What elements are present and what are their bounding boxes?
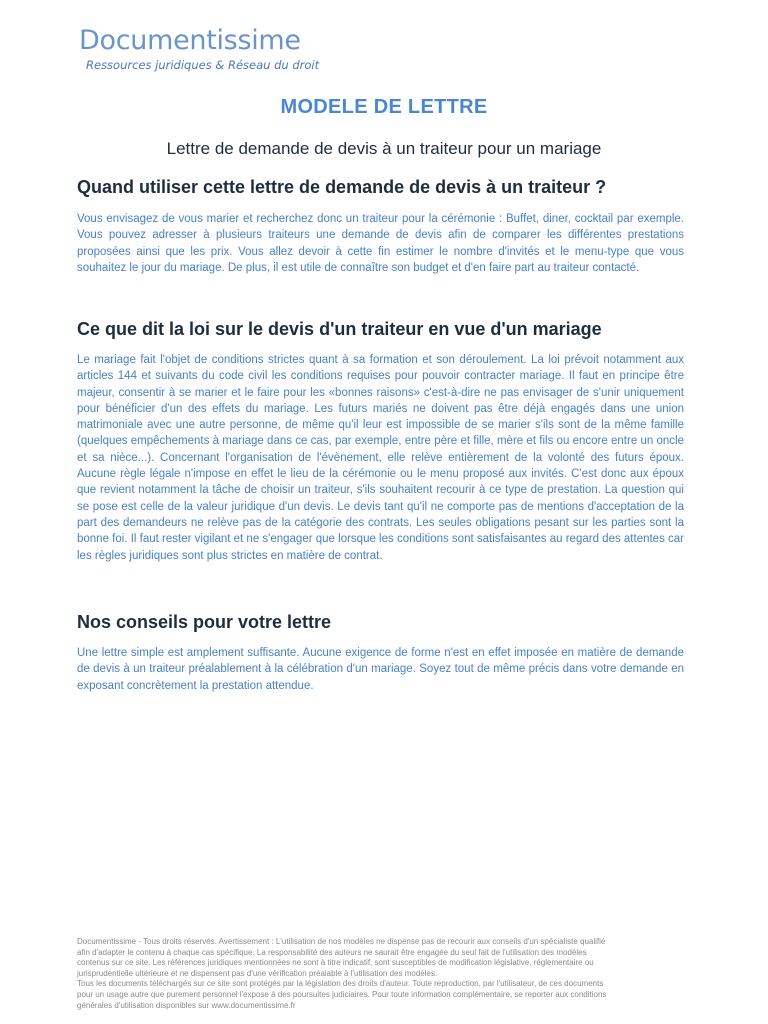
section-body: Vous envisagez de vous marier et recherchez donc un traiteur pour la cérémonie : Buffet, diner, cocktail par exemple. Vous pouvez adresser à plusieurs traiteurs une demande de devis afin de comparer les différentes prestations proposées ainsi que les prix. Vous allez devoir à cette fin estimer le nombre d'invités et le menu-type que vous souhaitez le jour du mariage. De plus, il est utile de connaître son budget et d'en faire part au traiteur contacté. [77, 213, 684, 274]
section-advice [77, 611, 684, 694]
section-heading: Ce que dit la loi sur le devis d'un traiteur en vue d'un mariage [77, 319, 602, 339]
document-title: MODELE DE LETTRE [280, 96, 488, 118]
footer-line: pour un usage autre que purement personnel l'expose à des poursuites judiciaires. Pour toute information complémentaire, se reporter aux conditions [77, 989, 607, 999]
section-body: Une lettre simple est amplement suffisante. Aucune exigence de forme n'est en effet imposée en matière de demande de devis à un traiteur préalablement à la célébration d'un mariage. Soyez tout de même précis dans votre demande en exposant concrètement la prestation attendue. [77, 647, 684, 692]
document-subtitle: Lettre de demande de devis à un traiteur pour un mariage [166, 139, 602, 158]
footer-line: jurisprudentielle ultérieure et ne dispensent pas d'une vérification préalable à l'utilisation des modèles. [77, 968, 438, 978]
footer-line: contenus sur ce site. Les références juridiques mentionnées ne sont à titre indicatif, sont susceptibles de modification législative, réglementaire ou [77, 958, 594, 968]
legal-footer [77, 937, 687, 1011]
logo-tagline: Ressources juridiques & Réseau du droit [86, 58, 320, 72]
section-heading: Nos conseils pour votre lettre [77, 612, 332, 632]
logo[interactable] [79, 24, 319, 72]
logo-name: Documentissime [79, 25, 301, 56]
footer-line: Tous les documents téléchargés sur ce site sont protégés par la législation des droits d'auteur. Toute reproduction, par l'utilisateur, de ces documents [77, 979, 604, 989]
section-body: Le mariage fait l'objet de conditions strictes quant à sa formation et son déroulement. La loi prévoit notamment aux articles 144 et suivants du code civil les conditions requises pour pouvoir contracter mariage. Il faut en principe être majeur, consentir à se marier et le faire pour les «bonnes raisons» c'est-à-dire ne pas envisager de s'unir uniquement pour bénéficier d'un des effets du mariage. Les futurs mariés ne doivent pas être déjà engagés dans une union matrimoniale avec une autre personne, de même qu'il leur est impossible de se marier s'ils sont de la même famille (quelques empêchements à mariage dans ce cas, par exemple, entre père et fille, mère et fils ou encore entre un oncle et sa nièce...). Concernant l'organisation de l'évènement, elle relève entièrement de la volonté des futurs époux. Aucune règle légale n'impose en effet le lieu de la cérémonie ou le menu proposé aux invités. C'est donc aux époux que revient notamment la tâche de choisir un traiteur, s'ils souhaitent recourir à ce type de prestation. La question qui se pose est celle de la valeur juridique d'un devis. Le devis tant qu'il ne comporte pas de mentions d'acceptation de la part des demandeurs ne relève pas de la catégorie des contrats. Les seules obligations pesant sur les parties sont la bonne foi. Il faut rester vigilant et ne s'engager que lorsque les conditions sont satisfaisantes au regard des attentes car les règles juridiques sont plus strictes en matière de contrat. [77, 354, 684, 562]
footer-line[interactable]: générales d'utilisation disponibles sur www.documentissime.fr [77, 1000, 296, 1010]
footer-line: Documentissime - Tous droits réservés. Avertissement : L'utilisation de nos modèles ne dispense pas de recourir aux conseils d'un spécialiste qualifié [77, 937, 606, 946]
section-law [77, 318, 684, 564]
section-heading: Quand utiliser cette lettre de demande de devis à un traiteur ? [77, 177, 607, 197]
footer-line: afin d'adapter le contenu à chaque cas spécifique. La responsabilité des auteurs ne saurait être engagée du seul fait de l'utilisation des modèles [77, 947, 587, 957]
